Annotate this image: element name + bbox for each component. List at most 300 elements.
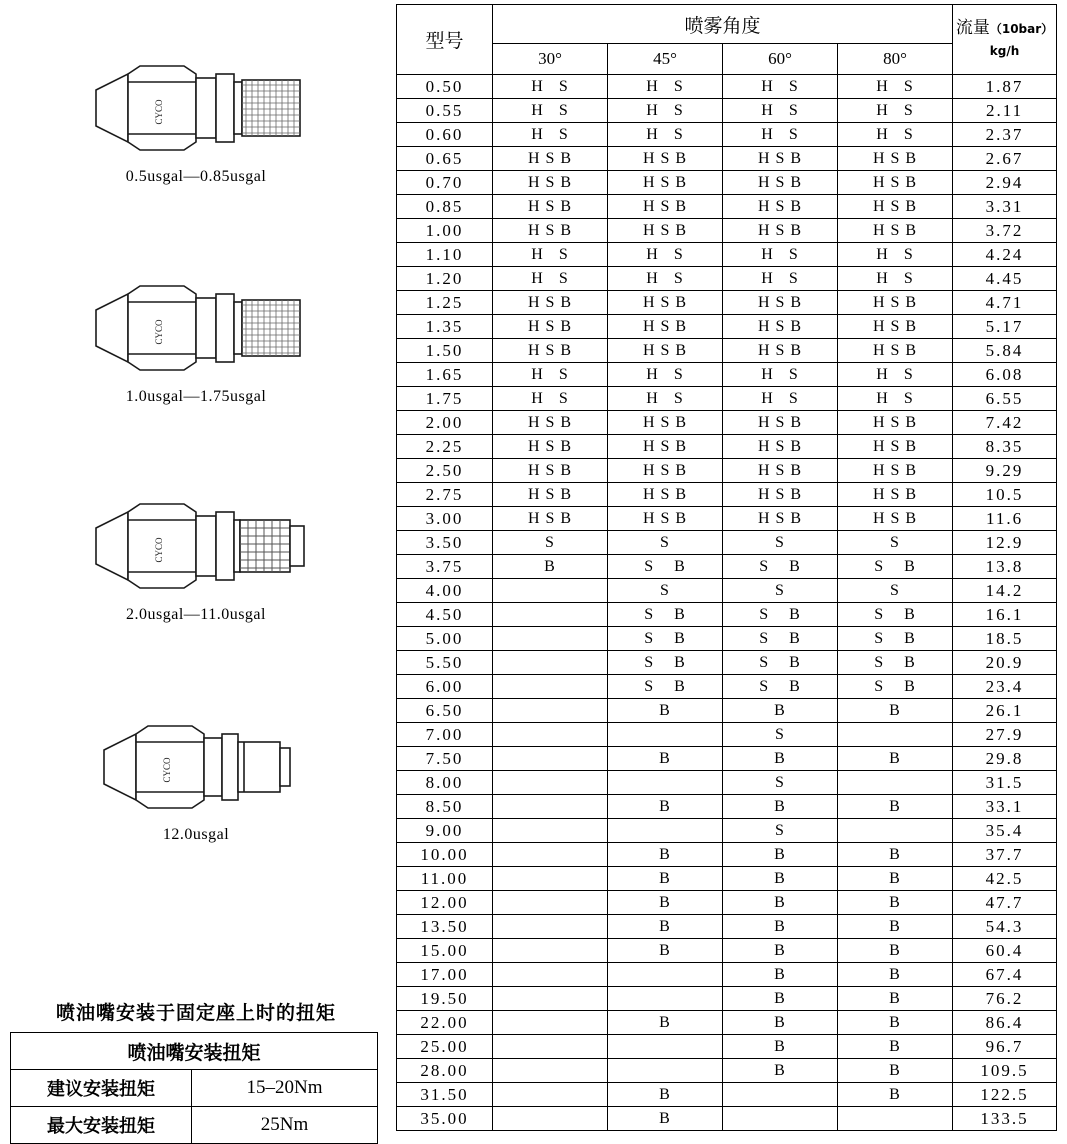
code-text: H S B [527,509,573,527]
code-text: S [775,725,785,743]
cell-model: 0.85 [397,195,493,219]
code-text: B [889,1061,901,1079]
table-row [397,267,1057,291]
code-text: H S B [757,341,803,359]
cell-code-80° [838,531,953,555]
code-text: H S B [642,149,688,167]
cell-code-45° [608,1035,723,1059]
nozzle-diagram-fine-1 [76,52,316,164]
cell-code-45° [608,411,723,435]
cell-code-30° [493,507,608,531]
cell-code-30° [493,891,608,915]
cell-code-45° [608,627,723,651]
code-text: B [659,869,671,887]
cell-code-80° [838,1011,953,1035]
table-row [397,699,1057,723]
table-row [397,243,1057,267]
header-angle-30: 30° [493,44,608,75]
cell-flow: 37.7 [953,843,1057,867]
table-row [397,843,1057,867]
nozzle-block-1 [0,52,392,186]
cell-model: 0.70 [397,171,493,195]
cell-model: 7.00 [397,723,493,747]
cell-code-45° [608,123,723,147]
cell-code-30° [493,219,608,243]
cell-code-45° [608,507,723,531]
cell-code-80° [838,1059,953,1083]
cell-model: 4.50 [397,603,493,627]
cell-code-60° [723,99,838,123]
code-text: B [774,1013,786,1031]
code-text: B [774,1037,786,1055]
cell-code-45° [608,1011,723,1035]
code-text: H S B [872,341,918,359]
cell-code-30° [493,843,608,867]
cell-code-45° [608,339,723,363]
code-text: B [889,989,901,1007]
cell-code-45° [608,651,723,675]
cell-code-80° [838,291,953,315]
cell-code-80° [838,651,953,675]
cell-code-60° [723,243,838,267]
code-text: S B [874,629,916,647]
cell-code-45° [608,555,723,579]
code-text: H S B [872,485,918,503]
code-text: B [889,845,901,863]
cell-code-60° [723,867,838,891]
cell-code-80° [838,915,953,939]
nozzle-caption-4: 12.0usgal [162,826,230,843]
cell-code-45° [608,291,723,315]
code-text: H S B [527,293,573,311]
code-text: H S B [757,221,803,239]
code-text: H S B [757,413,803,431]
code-text: H S B [872,413,918,431]
cell-code-45° [608,843,723,867]
cell-code-30° [493,435,608,459]
cell-model: 3.75 [397,555,493,579]
torque-table [10,1032,378,1144]
table-row [11,1107,378,1144]
cell-code-80° [838,243,953,267]
cell-code-45° [608,603,723,627]
table-row [397,147,1057,171]
cell-code-30° [493,147,608,171]
cell-model: 1.10 [397,243,493,267]
cell-code-60° [723,483,838,507]
cell-code-30° [493,363,608,387]
code-text: H S B [642,317,688,335]
cell-code-80° [838,891,953,915]
cell-code-30° [493,675,608,699]
code-text: S B [759,677,801,695]
code-text: H S B [642,197,688,215]
cell-code-80° [838,315,953,339]
table-row [397,795,1057,819]
header-flow [953,5,1057,75]
cell-code-45° [608,1059,723,1083]
table-row [397,987,1057,1011]
code-text: H S [646,365,684,383]
cell-model: 1.75 [397,387,493,411]
cell-code-60° [723,963,838,987]
code-text: H S [646,389,684,407]
cell-flow: 3.72 [953,219,1057,243]
cell-model: 0.50 [397,75,493,99]
code-text: H S B [757,197,803,215]
code-text: S B [874,605,916,623]
code-text: B [889,749,901,767]
cell-code-60° [723,651,838,675]
code-text: H S B [642,413,688,431]
cell-code-80° [838,363,953,387]
cell-code-30° [493,699,608,723]
cell-code-80° [838,579,953,603]
cell-code-60° [723,1011,838,1035]
cell-code-60° [723,363,838,387]
code-text: H S [761,389,799,407]
mesh-pattern-coarse [240,520,304,572]
header-flow-unit: kg/h [989,43,1020,58]
cell-model: 1.25 [397,291,493,315]
cell-flow: 9.29 [953,459,1057,483]
table-row [397,771,1057,795]
cell-code-60° [723,747,838,771]
cell-flow: 16.1 [953,603,1057,627]
cell-model: 5.00 [397,627,493,651]
code-text: H S B [527,437,573,455]
cell-model: 8.50 [397,795,493,819]
code-text: H S B [527,149,573,167]
cell-code-30° [493,627,608,651]
cell-model: 12.00 [397,891,493,915]
table-row [397,651,1057,675]
code-text: H S [876,101,914,119]
header-angle-45: 45° [608,44,723,75]
code-text: H S B [872,293,918,311]
cell-flow: 109.5 [953,1059,1057,1083]
cell-code-45° [608,867,723,891]
code-text: H S B [642,173,688,191]
code-text: H S [646,125,684,143]
cell-code-30° [493,99,608,123]
cell-code-80° [838,75,953,99]
nozzle-caption-3: 2.0usgal—11.0usgal [126,606,266,623]
cell-flow: 2.94 [953,171,1057,195]
cell-flow: 4.45 [953,267,1057,291]
cell-model: 1.20 [397,267,493,291]
table-row [397,747,1057,771]
cell-flow: 4.71 [953,291,1057,315]
cell-model: 6.50 [397,699,493,723]
cell-code-80° [838,411,953,435]
code-text: S B [874,677,916,695]
nozzle-diagram-coarse-3 [76,490,316,602]
code-text: S B [644,557,686,575]
code-text: S [545,533,555,551]
cell-code-80° [838,507,953,531]
cell-code-30° [493,1035,608,1059]
cell-code-80° [838,987,953,1011]
cell-code-60° [723,267,838,291]
torque-row-label-0: 建议安装扭矩 [11,1070,192,1107]
code-text: H S B [757,317,803,335]
code-text: B [889,917,901,935]
cell-code-60° [723,123,838,147]
table-row [397,459,1057,483]
cell-code-45° [608,795,723,819]
code-text: B [774,701,786,719]
table-row [397,723,1057,747]
cell-flow: 29.8 [953,747,1057,771]
cell-flow: 1.87 [953,75,1057,99]
cell-code-60° [723,75,838,99]
cell-code-80° [838,267,953,291]
cell-code-30° [493,915,608,939]
cell-model: 25.00 [397,1035,493,1059]
table-row [397,195,1057,219]
code-text: S B [759,605,801,623]
table-row [397,1059,1057,1083]
code-text: S [775,821,785,839]
cell-code-30° [493,1059,608,1083]
code-text: S B [644,629,686,647]
cell-code-60° [723,987,838,1011]
cell-model: 0.60 [397,123,493,147]
cell-code-30° [493,771,608,795]
nozzle-block-4 [0,712,392,844]
code-text: H S B [642,461,688,479]
cell-code-45° [608,243,723,267]
table-row [397,963,1057,987]
cell-code-60° [723,147,838,171]
table-row [397,891,1057,915]
cell-code-45° [608,459,723,483]
table-row [397,507,1057,531]
cell-flow: 20.9 [953,651,1057,675]
code-text: B [889,893,901,911]
cell-code-80° [838,387,953,411]
cell-flow: 4.24 [953,243,1057,267]
spray-table-body [397,75,1057,1131]
cell-code-80° [838,963,953,987]
table-row [397,579,1057,603]
code-text: B [774,917,786,935]
code-text: H S B [872,221,918,239]
code-text: S [775,773,785,791]
code-text: H S [876,269,914,287]
cell-model: 3.50 [397,531,493,555]
cell-code-60° [723,387,838,411]
code-text: S B [644,653,686,671]
code-text: H S B [527,317,573,335]
header-model: 型号 [397,5,493,75]
table-row [397,603,1057,627]
cell-code-60° [723,579,838,603]
cell-code-30° [493,747,608,771]
code-text: H S B [757,485,803,503]
code-text: B [774,941,786,959]
code-text: H S B [642,221,688,239]
code-text: H S [876,389,914,407]
cell-model: 3.00 [397,507,493,531]
cell-code-45° [608,1107,723,1131]
cell-code-60° [723,435,838,459]
cell-code-45° [608,891,723,915]
header-flow-main: 流量 [955,18,990,39]
code-text: B [889,869,901,887]
cell-model: 0.55 [397,99,493,123]
code-text: B [774,797,786,815]
table-row [397,387,1057,411]
torque-section-title: 喷油嘴安装于固定座上时的扭矩 [55,1002,336,1024]
code-text: B [659,1109,671,1127]
nozzle-diagram-fine-2 [76,272,316,384]
cell-flow: 67.4 [953,963,1057,987]
code-text: H S [876,245,914,263]
cell-code-30° [493,411,608,435]
table-row [397,1035,1057,1059]
table-row [397,411,1057,435]
cell-code-60° [723,507,838,531]
code-text: H S [876,365,914,383]
code-text: H S B [872,437,918,455]
cell-code-60° [723,891,838,915]
code-text: B [889,1085,901,1103]
cell-code-80° [838,843,953,867]
cell-model: 9.00 [397,819,493,843]
nozzle-block-3 [0,490,392,624]
cell-model: 31.50 [397,1083,493,1107]
cell-flow: 6.55 [953,387,1057,411]
cell-flow: 10.5 [953,483,1057,507]
cell-code-30° [493,867,608,891]
torque-row-label-1: 最大安装扭矩 [11,1107,192,1144]
code-text: B [889,1037,901,1055]
cell-code-80° [838,459,953,483]
table-row [397,627,1057,651]
cell-model: 2.75 [397,483,493,507]
cell-flow: 76.2 [953,987,1057,1011]
code-text: H S B [642,485,688,503]
code-text: B [889,1013,901,1031]
cell-code-60° [723,699,838,723]
header-angle-80: 80° [838,44,953,75]
cell-code-80° [838,939,953,963]
code-text: S [890,533,900,551]
cell-code-45° [608,1083,723,1107]
code-text: H S B [527,485,573,503]
cell-flow: 23.4 [953,675,1057,699]
code-text: S [890,581,900,599]
code-text: S B [644,677,686,695]
cell-code-60° [723,675,838,699]
cell-code-80° [838,171,953,195]
cell-code-60° [723,723,838,747]
cell-code-45° [608,771,723,795]
cell-code-45° [608,219,723,243]
cell-code-45° [608,723,723,747]
cell-code-30° [493,1083,608,1107]
cell-code-60° [723,291,838,315]
cell-model: 1.35 [397,315,493,339]
cell-code-60° [723,459,838,483]
cell-flow: 11.6 [953,507,1057,531]
code-text: B [774,869,786,887]
cell-model: 2.00 [397,411,493,435]
cell-flow: 12.9 [953,531,1057,555]
code-text: B [889,797,901,815]
code-text: B [774,893,786,911]
cell-model: 1.50 [397,339,493,363]
cell-code-30° [493,795,608,819]
cell-code-60° [723,915,838,939]
cell-flow: 14.2 [953,579,1057,603]
code-text: B [774,845,786,863]
cell-model: 10.00 [397,843,493,867]
code-text: B [659,749,671,767]
cell-code-45° [608,387,723,411]
cell-code-80° [838,675,953,699]
cell-flow: 26.1 [953,699,1057,723]
cell-code-30° [493,987,608,1011]
table-row [11,1070,378,1107]
cell-code-45° [608,747,723,771]
table-row [397,1107,1057,1131]
cell-model: 15.00 [397,939,493,963]
nozzle-body-label-4: CYCO [162,757,172,783]
code-text: B [659,1085,671,1103]
cell-code-60° [723,819,838,843]
cell-code-45° [608,99,723,123]
code-text: H S B [757,173,803,191]
cell-code-30° [493,819,608,843]
code-text: H S B [757,149,803,167]
cell-flow: 2.67 [953,147,1057,171]
cell-code-60° [723,627,838,651]
code-text: B [659,1013,671,1031]
cell-code-80° [838,147,953,171]
cell-code-60° [723,1083,838,1107]
code-text: H S [646,245,684,263]
cell-flow: 5.17 [953,315,1057,339]
table-row [397,939,1057,963]
torque-header-row [11,1033,378,1070]
table-header-row-1 [397,5,1057,44]
code-text: H S B [757,509,803,527]
cell-model: 28.00 [397,1059,493,1083]
cell-model: 0.65 [397,147,493,171]
cell-code-30° [493,531,608,555]
code-text: H S B [642,437,688,455]
cell-code-80° [838,699,953,723]
cell-flow: 7.42 [953,411,1057,435]
cell-code-30° [493,579,608,603]
code-text: H S [876,125,914,143]
cell-code-45° [608,699,723,723]
cell-code-45° [608,363,723,387]
table-row [397,75,1057,99]
cell-code-80° [838,819,953,843]
code-text: B [774,989,786,1007]
cell-model: 13.50 [397,915,493,939]
cell-flow: 3.31 [953,195,1057,219]
cell-code-45° [608,75,723,99]
cell-flow: 13.8 [953,555,1057,579]
cell-code-80° [838,1083,953,1107]
code-text: H S [531,365,569,383]
code-text: B [659,845,671,863]
